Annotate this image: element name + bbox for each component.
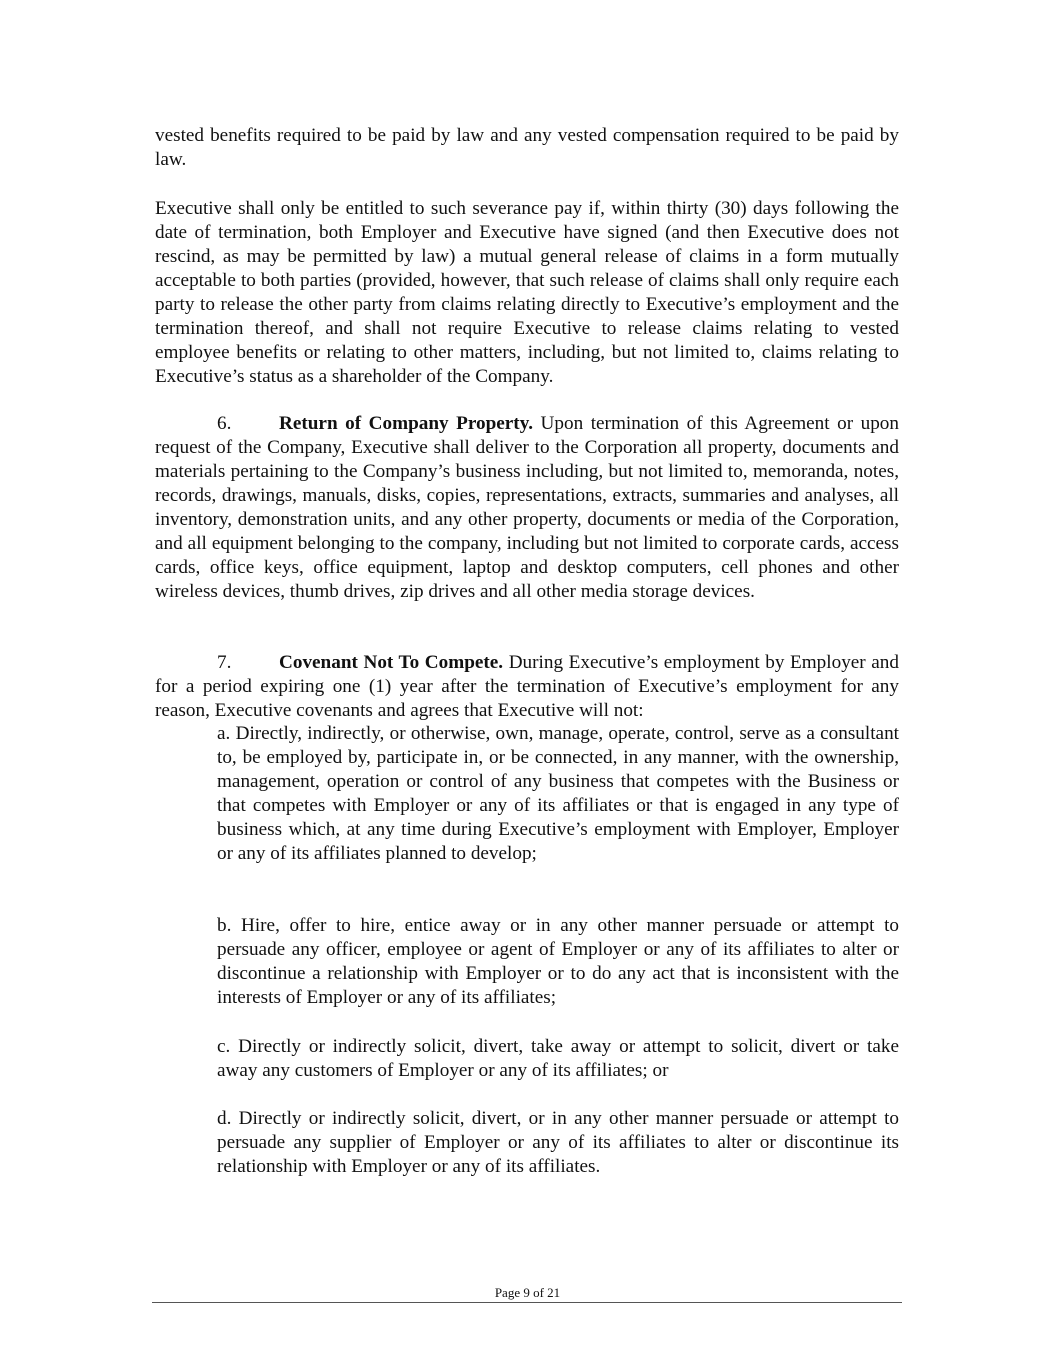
- section-7-item-d: d. Directly or indirectly solicit, divert, or in any other manner persuade or attempt to persuade any supplier of Employer or any of its affiliates to alter or discontinue its relationship with Employer or any of its affiliates.: [217, 1108, 899, 1177]
- section-6-return-of-property: [155, 412, 899, 604]
- section-7-item-c: c. Directly or indirectly solicit, divert, take away or attempt to solicit, divert or take away any customers of Employer or any of its affiliates; or: [217, 1036, 899, 1081]
- section-6-heading: Return of Company Property.: [279, 413, 534, 434]
- section-6-number: 6.: [217, 413, 232, 434]
- page-number-footer: Page 9 of 21: [494, 1285, 561, 1300]
- footer-rule: [152, 1302, 902, 1303]
- section-6-body: Upon termination of this Agreement or upon request of the Company, Executive shall deliver to the Corporation all property, documents and materials pertaining to the Company’s business including, but not limited to, memoranda, notes, records, drawings, manuals, disks, copies, representations, extracts, summaries and analyses, all inventory, demonstration units, and any other property, documents or media of the Corporation, and all equipment belonging to the company, including but not limited to corporate cards, access cards, office keys, office equipment, laptop and desktop computers, cell phones and other wireless devices, thumb drives, zip drives and all other media storage devices.: [155, 413, 899, 602]
- paragraph-continuation: vested benefits required to be paid by law and any vested compensation required to be paid by law.: [155, 125, 899, 170]
- section-7-item-a: a. Directly, indirectly, or otherwise, own, manage, operate, control, serve as a consultant to, be employed by, participate in, or be connected, in any manner, with the ownership, management, operation or control of any business that competes with the Business or that competes with Employer or any of its affiliates or that is engaged in any type of business which, at any time during Executive’s employment with Employer, Employer or any of its affiliates planned to develop;: [217, 723, 899, 864]
- section-7-heading: Covenant Not To Compete.: [279, 652, 504, 673]
- section-7-body: During Executive’s employment by Employer and for a period expiring one (1) year after the termination of Executive’s employment for any reason, Executive covenants and agrees that Executive will not:: [155, 652, 899, 721]
- section-7-item-b: b. Hire, offer to hire, entice away or in any other manner persuade or attempt to persuade any officer, employee or agent of Employer or any of its affiliates to alter or discontinue a relationship with Employer or to do any act that is inconsistent with the interests of Employer or any of its affiliates;: [217, 915, 899, 1008]
- paragraph-severance-release: Executive shall only be entitled to such severance pay if, within thirty (30) days following the date of termination, both Employer and Executive have signed (and then Executive does not rescind, as may be permitted by law) a mutual general release of claims in a form mutually acceptable to both parties (provided, however, that such release of claims shall only require each party to release the other party from claims relating directly to Executive’s employment and the termination thereof, and shall not require Executive to release claims relating to vested employee benefits or relating to other matters, including, but not limited to, claims relating to Executive’s status as a shareholder of the Company.: [155, 198, 899, 387]
- section-7-covenant-not-to-compete: [155, 651, 899, 723]
- section-7-number: 7.: [217, 652, 232, 673]
